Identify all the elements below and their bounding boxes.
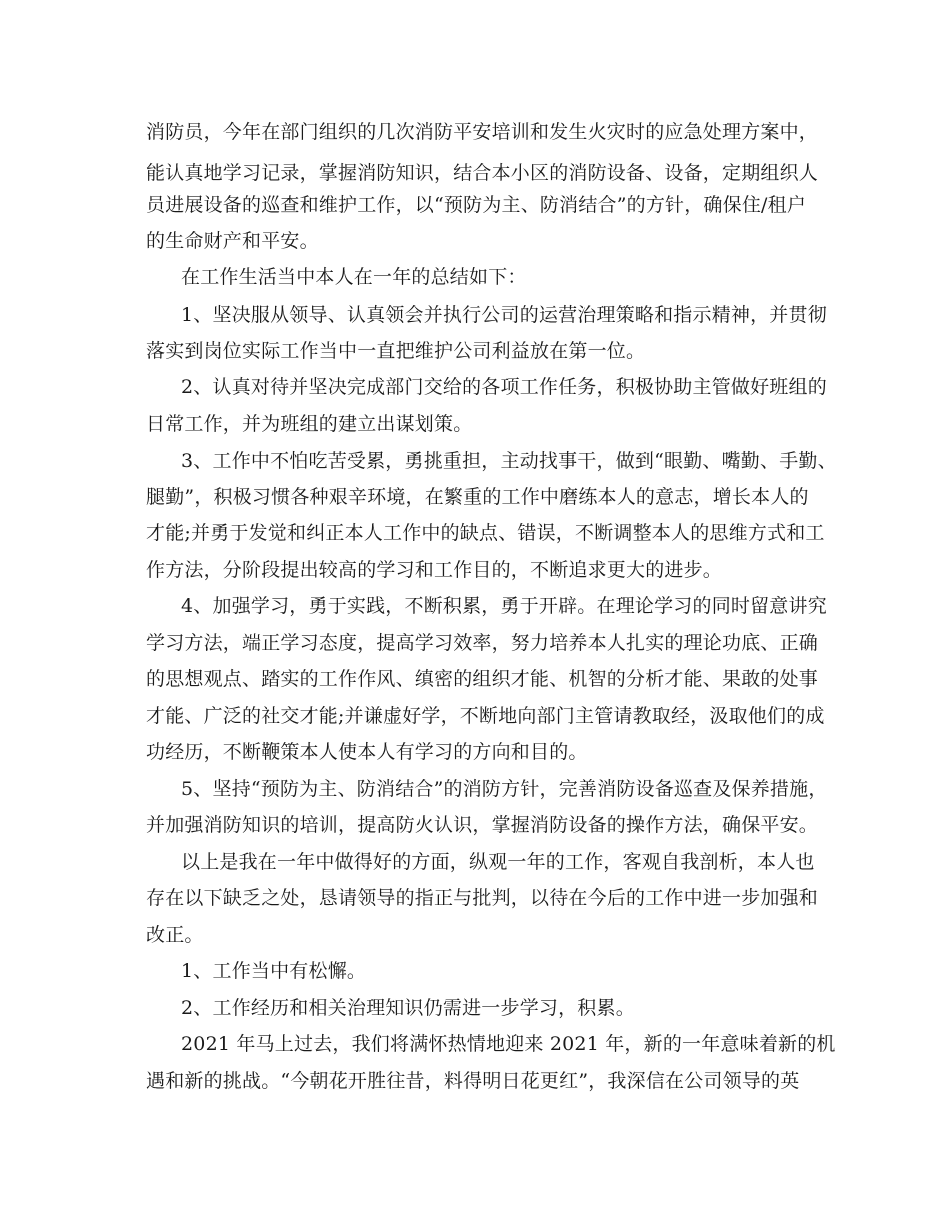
text-line: 2、认真对待并坚决完成部门交给的各项工作任务，积极协助主管做好班组的 <box>181 376 827 398</box>
text-line: 腿勤”，积极习惯各种艰辛环境，在繁重的工作中磨练本人的意志，增长本人的 <box>146 486 809 508</box>
text-line: 1、坚决服从领导、认真领会并执行公司的运营治理策略和指示精神，并贯彻 <box>181 304 827 326</box>
text-line: 5、坚持“预防为主、防消结合”的消防方针，完善消防设备巡查及保养措施， <box>181 778 828 800</box>
text-line: 才能;并勇于发觉和纠正本人工作中的缺点、错误，不断调整本人的思维方式和工 <box>146 522 825 544</box>
text-line: 1、工作当中有松懈。 <box>181 960 367 982</box>
text-line: 消防员，今年在部门组织的几次消防平安培训和发生火灾时的应急处理方案中， <box>146 121 819 143</box>
text-line: 4、加强学习，勇于实践，不断积累，勇于开辟。在理论学习的同时留意讲究 <box>181 595 827 617</box>
text-line: 并加强消防知识的培训，提高防火认识，掌握消防设备的操作方法，确保平安。 <box>146 814 819 836</box>
text-line: 2、工作经历和相关治理知识仍需进一步学习，积累。 <box>181 997 635 1019</box>
text-line: 落实到岗位实际工作当中一直把维护公司利益放在第一位。 <box>146 340 646 362</box>
text-line: 学习方法，端正学习态度，提高学习效率，努力培养本人扎实的理论功底、正确 <box>146 632 819 654</box>
text-line: 才能、广泛的社交才能;并谦虚好学，不断地向部门主管请教取经，汲取他们的成 <box>146 705 825 727</box>
text-line: 员进展设备的巡查和维护工作，以“预防为主、防消结合”的方针，确保住/租户 <box>146 194 807 216</box>
text-line: 作方法，分阶段提出较高的学习和工作目的，不断追求更大的进步。 <box>146 559 723 581</box>
text-line: 改正。 <box>146 924 204 946</box>
text-line: 的思想观点、踏实的工作作风、缜密的组织才能、机智的分析才能、果敢的处事 <box>146 668 819 690</box>
text-line: 遇和新的挑战。“今朝花开胜往昔，料得明日花更红”，我深信在公司领导的英 <box>146 1070 800 1092</box>
text-line: 在工作生活当中本人在一年的总结如下： <box>181 266 527 288</box>
text-line: 日常工作，并为班组的建立出谋划策。 <box>146 413 473 435</box>
text-line: 的生命财产和平安。 <box>146 230 319 252</box>
text-line: 功经历，不断鞭策本人使本人有学习的方向和目的。 <box>146 741 588 763</box>
text-line: 存在以下缺乏之处，恳请领导的指正与批判，以待在今后的工作中进一步加强和 <box>146 887 819 909</box>
text-line: 以上是我在一年中做得好的方面，纵观一年的工作，客观自我剖析，本人也 <box>181 851 815 873</box>
text-line: 2021 年马上过去，我们将满怀热情地迎来 2021 年，新的一年意味着新的机 <box>181 1033 836 1055</box>
text-line: 能认真地学习记录，掌握消防知识，结合本小区的消防设备、设备，定期组织人 <box>146 162 819 184</box>
text-line: 3、工作中不怕吃苦受累，勇挑重担，主动找事干，做到“眼勤、嘴勤、手勤、 <box>181 450 837 472</box>
